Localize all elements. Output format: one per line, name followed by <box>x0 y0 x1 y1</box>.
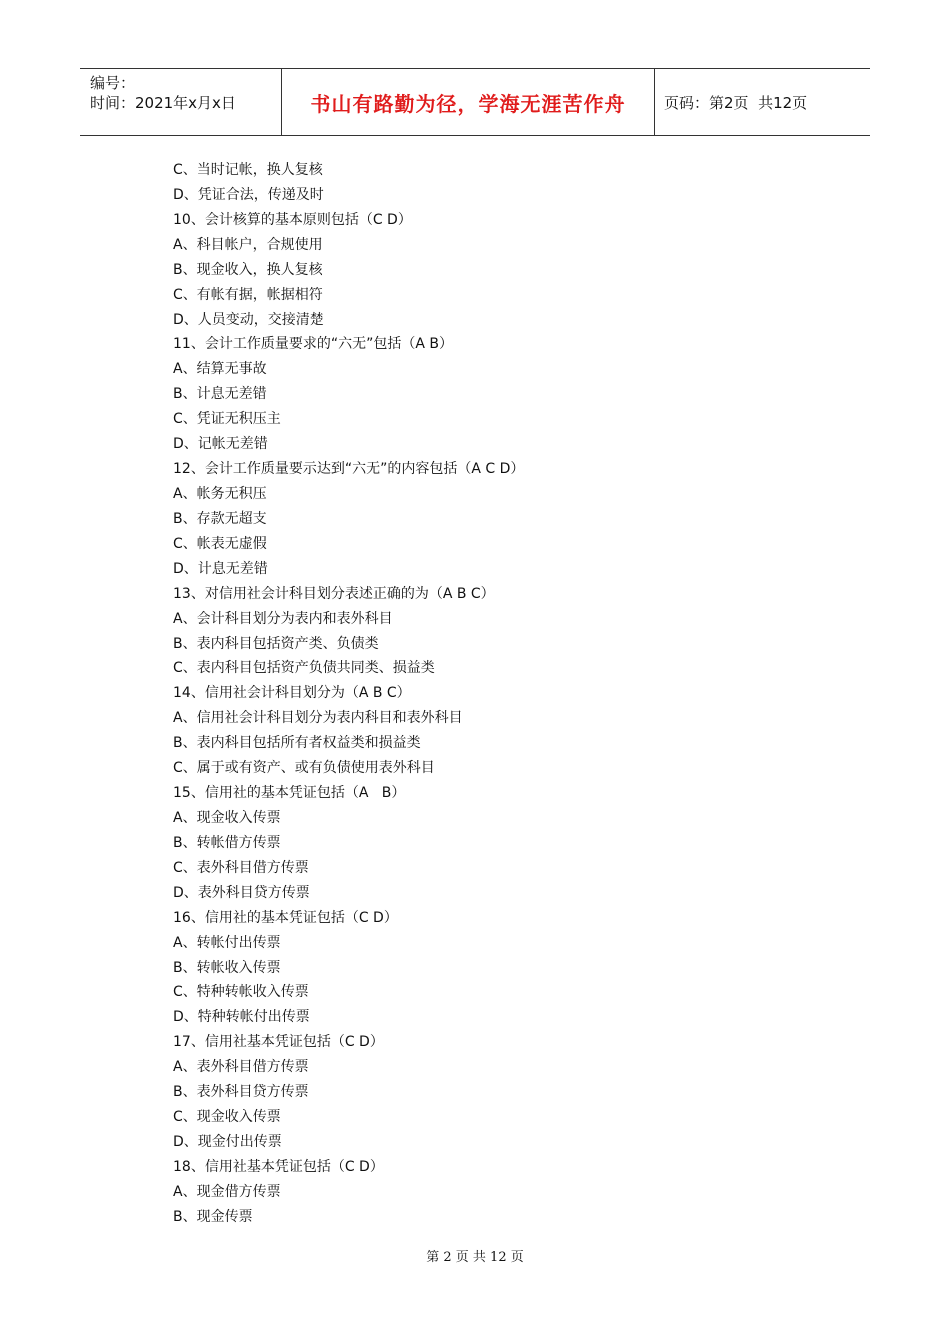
option-line: D、表外科目贷方传票 <box>173 884 310 901</box>
option-line: C、特种转帐收入传票 <box>173 984 309 1001</box>
question-line: 16、信用社的基本凭证包括（C D） <box>173 909 398 926</box>
question-line: 11、会计工作质量要求的“六无”包括（A B） <box>173 336 453 353</box>
option-line: C、表外科目借方传票 <box>173 859 309 876</box>
page-footer: 第 2 页 共 12 页 <box>426 1250 524 1265</box>
question-line: 15、信用社的基本凭证包括（A B） <box>173 785 406 802</box>
option-line: A、帐务无积压 <box>173 485 267 502</box>
option-line: D、人员变动，交接清楚 <box>173 311 324 328</box>
option-line: B、表内科目包括所有者权益类和损益类 <box>173 735 421 752</box>
option-line: B、转帐收入传票 <box>173 959 281 976</box>
option-line: D、计息无差错 <box>173 560 268 577</box>
option-line: D、现金付出传票 <box>173 1133 282 1150</box>
option-line: B、表内科目包括资产类、负债类 <box>173 635 379 652</box>
option-line: B、计息无差错 <box>173 386 267 403</box>
option-line: A、科目帐户，合规使用 <box>173 236 323 253</box>
option-line: A、现金收入传票 <box>173 809 281 826</box>
option-line: B、现金传票 <box>173 1208 253 1225</box>
question-line: 12、会计工作质量要示达到“六无”的内容包括（A C D） <box>173 461 525 478</box>
option-line: C、凭证无积压主 <box>173 411 281 428</box>
question-line: 14、信用社会计科目划分为（A B C） <box>173 685 411 702</box>
option-line: B、转帐借方传票 <box>173 834 281 851</box>
option-line: C、有帐有据，帐据相符 <box>173 286 323 303</box>
option-line: B、存款无超支 <box>173 510 267 527</box>
question-line: 10、会计核算的基本原则包括（C D） <box>173 211 412 228</box>
option-line: B、表外科目贷方传票 <box>173 1084 309 1101</box>
option-line: D、凭证合法，传递及时 <box>173 186 324 203</box>
header-meta <box>90 73 236 113</box>
option-line: A、结算无事故 <box>173 361 267 378</box>
question-line: 13、对信用社会计科目划分表述正确的为（A B C） <box>173 585 495 602</box>
question-line: 17、信用社基本凭证包括（C D） <box>173 1034 384 1051</box>
option-line: A、信用社会计科目划分为表内科目和表外科目 <box>173 710 463 727</box>
document-date: 时间：2021年x月x日 <box>90 94 236 112</box>
option-line: B、现金收入，换人复核 <box>173 261 323 278</box>
option-line: C、表内科目包括资产负债共同类、损益类 <box>173 660 435 677</box>
header-motto: 书山有路勤为径，学海无涯苦作舟 <box>310 91 626 116</box>
header-page-info: 页码：第2页 共12页 <box>664 93 808 112</box>
option-line: A、会计科目划分为表内和表外科目 <box>173 610 393 627</box>
option-line: A、现金借方传票 <box>173 1183 281 1200</box>
page-header <box>80 68 870 136</box>
option-line: C、属于或有资产、或有负债使用表外科目 <box>173 760 435 777</box>
header-divider-right <box>654 69 655 135</box>
option-line: D、记帐无差错 <box>173 436 268 453</box>
question-list <box>173 158 873 1230</box>
option-line: A、转帐付出传票 <box>173 934 281 951</box>
option-line: C、现金收入传票 <box>173 1109 281 1126</box>
option-line: A、表外科目借方传票 <box>173 1059 309 1076</box>
option-line: D、特种转帐付出传票 <box>173 1009 310 1026</box>
document-number-label: 编号： <box>90 74 136 92</box>
option-line: C、帐表无虚假 <box>173 535 267 552</box>
option-line: C、当时记帐，换人复核 <box>173 162 323 178</box>
question-line: 18、信用社基本凭证包括（C D） <box>173 1158 384 1175</box>
